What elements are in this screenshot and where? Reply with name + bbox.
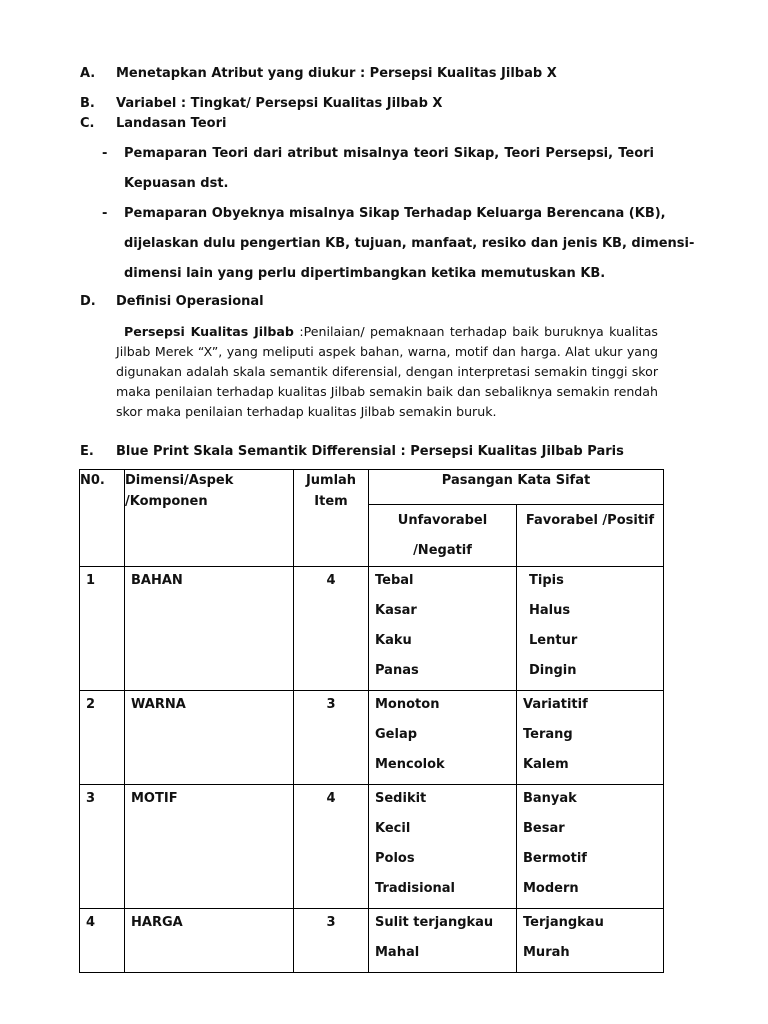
bullet-line: Pemaparan Teori dari atribut misalnya teori Sikap, Teori Persepsi, Teori <box>124 146 654 161</box>
section-letter: A. <box>80 66 96 81</box>
favorable-word: Banyak <box>523 791 577 806</box>
row-item-count: 3 <box>294 909 369 973</box>
favorable-word: Terang <box>523 727 573 742</box>
unfavorable-word: Polos <box>375 851 415 866</box>
header-item-count: Jumlah Item <box>294 470 369 567</box>
bullet-line: Kepuasan dst. <box>124 176 229 191</box>
table-row <box>80 691 664 785</box>
unfavorable-word: Kasar <box>375 603 417 618</box>
unfavorable-word: Kaku <box>375 633 412 648</box>
header-no: N0. <box>80 470 125 567</box>
definition-paragraph <box>116 322 658 422</box>
unfavorable-word: Sulit terjangkau <box>375 915 494 930</box>
unfavorable-word: Kecil <box>375 821 411 836</box>
row-unfavorable-words <box>369 909 517 973</box>
blueprint-table <box>79 469 664 973</box>
row-item-count: 4 <box>294 785 369 909</box>
header-favorable: Favorabel /Positif <box>517 505 664 567</box>
bullet-line: Pemaparan Obyeknya misalnya Sikap Terhadap Keluarga Berencana (KB), <box>124 206 666 221</box>
unfavorable-word: Mencolok <box>375 757 445 772</box>
section-heading: Landasan Teori <box>116 116 227 131</box>
row-favorable-words <box>517 567 664 691</box>
favorable-word: Modern <box>523 881 579 896</box>
unfavorable-word: Monoton <box>375 697 440 712</box>
favorable-word: Bermotif <box>523 851 587 866</box>
favorable-word: Tipis <box>529 573 564 588</box>
definition-text: :Penilaian/ pemaknaan terhadap baik buruknya kualitas Jilbab Merek “X”, yang meliputi aspek bahan, warna, motif dan harga. Alat ukur yang digunakan adalah skala semantik diferensial, dengan interpretasi semakin tinggi skor maka penilaian terhadap kualitas Jilbab semakin baik dan sebaliknya semakin rendah skor maka penilaian terhadap kualitas Jilbab semakin buruk. <box>116 324 658 419</box>
section-letter: D. <box>80 294 96 309</box>
favorable-word: Dingin <box>529 663 577 678</box>
row-unfavorable-words <box>369 567 517 691</box>
row-favorable-words <box>517 909 664 973</box>
bullet-dash: - <box>102 146 108 161</box>
favorable-word: Murah <box>523 945 570 960</box>
row-favorable-words <box>517 691 664 785</box>
row-number: 4 <box>80 909 125 973</box>
table-row <box>80 909 664 973</box>
row-dimension: MOTIF <box>125 785 294 909</box>
unfavorable-word: Tebal <box>375 573 414 588</box>
favorable-word: Besar <box>523 821 565 836</box>
section-heading: Blue Print Skala Semantik Differensial : Persepsi Kualitas Jilbab Paris <box>116 444 624 459</box>
row-number: 1 <box>80 567 125 691</box>
row-dimension: HARGA <box>125 909 294 973</box>
unfavorable-word: Panas <box>375 663 419 678</box>
unfavorable-word: Gelap <box>375 727 418 742</box>
unfavorable-word: Sedikit <box>375 791 427 806</box>
bullet-dash: - <box>102 206 108 221</box>
table-row <box>80 567 664 691</box>
section-heading: Menetapkan Atribut yang diukur : Persepsi Kualitas Jilbab X <box>116 66 557 81</box>
section-letter: E. <box>80 444 94 459</box>
header-dimension: Dimensi/Aspek /Komponen <box>125 470 294 567</box>
row-dimension: BAHAN <box>125 567 294 691</box>
row-item-count: 4 <box>294 567 369 691</box>
favorable-word: Lentur <box>529 633 578 648</box>
favorable-word: Variatitif <box>523 697 588 712</box>
unfavorable-word: Tradisional <box>375 881 455 896</box>
section-heading: Definisi Operasional <box>116 294 264 309</box>
bullet-line: dijelaskan dulu pengertian KB, tujuan, manfaat, resiko dan jenis KB, dimensi- <box>124 236 695 251</box>
row-number: 3 <box>80 785 125 909</box>
defined-term: Persepsi Kualitas Jilbab <box>124 324 294 339</box>
row-dimension: WARNA <box>125 691 294 785</box>
row-number: 2 <box>80 691 125 785</box>
row-item-count: 3 <box>294 691 369 785</box>
favorable-word: Halus <box>529 603 571 618</box>
favorable-word: Terjangkau <box>523 915 604 930</box>
header-unfavorable: Unfavorabel /Negatif <box>369 505 517 567</box>
header-adjective-pairs: Pasangan Kata Sifat <box>369 470 664 505</box>
unfavorable-word: Mahal <box>375 945 420 960</box>
section-letter: C. <box>80 116 95 131</box>
bullet-line: dimensi lain yang perlu dipertimbangkan ketika memutuskan KB. <box>124 266 606 281</box>
table-header-row <box>80 470 664 505</box>
row-unfavorable-words <box>369 691 517 785</box>
favorable-word: Kalem <box>523 757 569 772</box>
row-favorable-words <box>517 785 664 909</box>
section-letter: B. <box>80 96 95 111</box>
section-heading: Variabel : Tingkat/ Persepsi Kualitas Jilbab X <box>116 96 443 111</box>
row-unfavorable-words <box>369 785 517 909</box>
table-row <box>80 785 664 909</box>
